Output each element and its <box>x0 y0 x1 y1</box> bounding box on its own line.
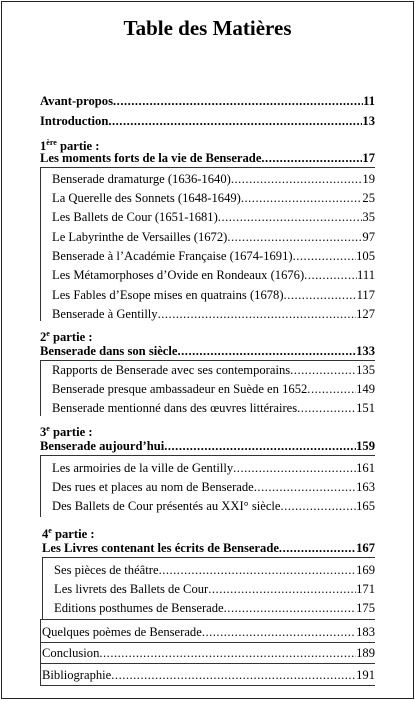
toc-entry-page: 151 <box>356 401 375 415</box>
toc-entry-label: Les Fables d’Esope mises en quatrains (1678) <box>52 288 284 302</box>
part-1-side-rule <box>40 167 41 321</box>
part-2-heading[interactable] <box>40 344 375 359</box>
toc-entry-page: 97 <box>362 230 375 244</box>
toc-entry-page: 25 <box>362 191 375 205</box>
page-title: Table des Matières <box>123 16 292 40</box>
toc-entry-page: 105 <box>356 249 375 263</box>
toc-entry-label: Avant-propos <box>40 94 114 108</box>
toc-entry[interactable] <box>52 363 375 378</box>
toc-entry-page: 171 <box>356 582 375 596</box>
dot-leader <box>231 172 363 187</box>
part-4-heading[interactable] <box>42 541 375 556</box>
part-1-label: 1ère partie : <box>40 138 100 153</box>
toc-entry-avant-propos[interactable] <box>40 94 375 109</box>
toc-entry-page: 133 <box>356 344 375 358</box>
toc-entry-label: Benserade à l’Académie Française (1674-1691) <box>52 249 293 263</box>
toc-entry[interactable] <box>52 172 375 187</box>
part-4-rule <box>42 557 375 558</box>
toc-entry-page: 159 <box>356 439 375 453</box>
toc-entry-label: Bibliographie <box>42 668 112 682</box>
dot-leader <box>233 461 356 476</box>
toc-entry[interactable] <box>52 480 375 495</box>
toc-entry-label: Quelques poèmes de Benserade <box>42 625 202 639</box>
toc-entry[interactable] <box>52 191 375 206</box>
toc-entry-label: La Querelle des Sonnets (1648-1649) <box>52 191 241 205</box>
toc-entry[interactable] <box>52 382 375 397</box>
toc-entry-page: 13 <box>362 114 375 128</box>
toc-entry-page: 111 <box>357 268 375 282</box>
toc-entry-page: 191 <box>356 668 375 682</box>
toc-entry[interactable] <box>54 601 375 616</box>
toc-entry-label: Des Ballets de Cour présentés au XXI° siècle <box>52 499 281 513</box>
toc-entry-label: Ses pièces de théâtre <box>54 563 159 577</box>
toc-entry-page: 127 <box>356 307 375 321</box>
toc-entry-label: Benserade à Gentilly <box>52 307 158 321</box>
dot-leader <box>254 480 356 495</box>
toc-page <box>1 1 414 699</box>
toc-entry-page: 11 <box>363 94 375 108</box>
dot-leader <box>284 288 357 303</box>
toc-entry-page: 17 <box>362 151 375 165</box>
toc-entry-label: Rapports de Benserade avec ses contemporains <box>52 363 291 377</box>
toc-entry-label: Les livrets des Ballets de Cour <box>54 582 209 596</box>
toc-entry-page: 169 <box>356 563 375 577</box>
dot-leader <box>178 344 357 359</box>
back-rule <box>40 685 375 686</box>
part-1-rule <box>40 167 375 168</box>
toc-entry[interactable] <box>52 461 375 476</box>
toc-entry-page: 161 <box>356 461 375 475</box>
dot-leader <box>218 210 363 225</box>
toc-entry[interactable] <box>52 268 375 283</box>
dot-leader <box>208 582 356 597</box>
dot-leader <box>224 601 356 616</box>
toc-entry[interactable] <box>54 582 375 597</box>
part-2-rule <box>40 360 375 361</box>
toc-entry[interactable] <box>52 401 375 416</box>
toc-entry-page: 35 <box>362 210 375 224</box>
toc-entry-label: Des rues et places au nom de Benserade <box>52 480 254 494</box>
part-3-side-rule <box>40 455 41 517</box>
toc-entry[interactable] <box>52 288 375 303</box>
toc-entry-page: 165 <box>356 499 375 513</box>
dot-leader <box>290 363 356 378</box>
toc-entry-page: 175 <box>356 601 375 615</box>
toc-entry-label: Les Livres contenant les écrits de Benserade <box>42 541 279 555</box>
part-4-side-rule <box>42 557 43 619</box>
toc-entry[interactable] <box>52 249 375 264</box>
dot-leader <box>261 151 362 166</box>
back-rule-top <box>40 619 375 620</box>
toc-entry[interactable] <box>52 499 375 514</box>
part-2-label: 2e partie : <box>40 329 93 344</box>
toc-entry-page: 135 <box>356 363 375 377</box>
dot-leader <box>111 668 356 683</box>
back-rule <box>40 663 375 664</box>
dot-leader <box>304 268 357 283</box>
toc-entry-page: 163 <box>356 480 375 494</box>
toc-entry-label: Benserade dans son siècle <box>40 344 178 358</box>
toc-entry-label: Benserade dramaturge (1636-1640) <box>52 172 231 186</box>
toc-entry-label: Les Ballets de Cour (1651-1681) <box>52 210 218 224</box>
toc-entry-label: Introduction <box>40 114 109 128</box>
part-3-rule <box>40 455 375 456</box>
toc-entry-page: 117 <box>356 288 375 302</box>
toc-entry[interactable] <box>54 563 375 578</box>
dot-leader <box>164 439 356 454</box>
toc-entry-label: Editions posthumes de Benserade <box>54 601 224 615</box>
toc-entry-label: Les armoiries de la ville de Gentilly <box>52 461 234 475</box>
part-3-label: 3e partie : <box>40 424 93 439</box>
toc-entry-page: 189 <box>356 646 375 660</box>
dot-leader <box>159 563 357 578</box>
toc-entry-label: Benserade mentionné dans des œuvres littéraires <box>52 401 298 415</box>
part-2-side-rule <box>40 360 41 416</box>
toc-entry-page: 167 <box>356 541 375 555</box>
toc-entry-poemes[interactable] <box>42 625 375 640</box>
toc-entry-page: 149 <box>356 382 375 396</box>
dot-leader <box>241 191 363 206</box>
toc-entry[interactable] <box>52 210 375 225</box>
dot-leader <box>108 114 362 129</box>
dot-leader <box>113 94 363 109</box>
toc-entry-introduction[interactable] <box>40 114 375 129</box>
toc-entry-conclusion[interactable] <box>42 646 375 661</box>
toc-entry-page: 19 <box>362 172 375 186</box>
toc-entry-label: Le Labyrinthe de Versailles (1672) <box>52 230 228 244</box>
dot-leader <box>281 499 357 514</box>
back-rule <box>40 642 375 643</box>
toc-entry-label: Les moments forts de la vie de Benserade <box>40 151 262 165</box>
dot-leader <box>279 541 356 556</box>
toc-entry-bibliographie[interactable] <box>42 668 375 683</box>
dot-leader <box>158 307 357 322</box>
toc-entry-label: Benserade presque ambassadeur en Suède en 1652 <box>52 382 308 396</box>
toc-entry-label: Conclusion <box>42 646 100 660</box>
dot-leader <box>307 382 356 397</box>
dot-leader <box>297 401 356 416</box>
toc-entry-label: Benserade aujourd’hui <box>40 439 165 453</box>
toc-entry-page: 183 <box>356 625 375 639</box>
toc-entry-label: Les Métamorphoses d’Ovide en Rondeaux (1676) <box>52 268 305 282</box>
part-4-label: 4e partie : <box>42 526 95 541</box>
dot-leader <box>99 646 356 661</box>
toc-entry[interactable] <box>52 230 375 245</box>
dot-leader <box>293 249 357 264</box>
dot-leader <box>227 230 362 245</box>
toc-entry[interactable] <box>52 307 375 322</box>
back-side-rule <box>40 619 41 685</box>
dot-leader <box>202 625 356 640</box>
part-3-heading[interactable] <box>40 439 375 454</box>
part-1-heading[interactable] <box>40 151 375 166</box>
